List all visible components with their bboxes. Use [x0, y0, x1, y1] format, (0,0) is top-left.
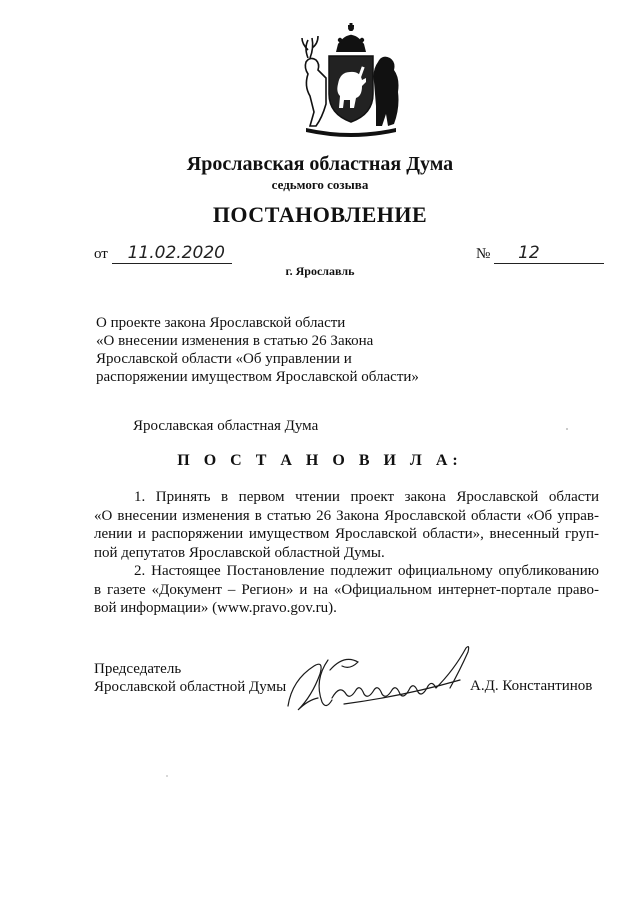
signatory-name: А.Д. Константинов — [470, 678, 593, 694]
city-label: г. Ярославль — [285, 264, 355, 278]
paragraph-1 — [94, 488, 599, 562]
subject-line: распоряжении имуществом Ярославской области» — [96, 369, 419, 385]
paragraph-line: вой информации» (www.pravo.gov.ru). — [94, 600, 337, 616]
handwritten-signature-icon — [284, 640, 484, 720]
number-row — [476, 243, 604, 264]
organization-title: Ярославская областная Дума — [186, 153, 454, 175]
subject-line: «О внесении изменения в статью 26 Закона — [96, 333, 374, 349]
paragraph-line: в газете «Документ – Регион» и на «Официальном интернет-портале право- — [94, 581, 599, 598]
convocation-subtitle: седьмого созыва — [271, 177, 369, 192]
signatory-title — [94, 660, 286, 696]
paragraph-line: лении и распоряжении имуществом Ярославской области», внесенный груп- — [94, 526, 599, 542]
resolved-heading: П О С Т А Н О В И Л А: — [177, 452, 463, 469]
paragraph-line: 1. Принять в первом чтении проект закона Ярославской области — [134, 489, 599, 505]
paragraph-line: «О внесении изменения в статью 26 Закона Ярославской области «Об управ- — [94, 507, 599, 524]
subject-line: Ярославской области «Об управлении и — [96, 351, 352, 367]
coat-of-arms-icon — [296, 22, 406, 140]
date-value: 11.02.2020 — [112, 243, 232, 264]
resolution-body — [94, 488, 599, 618]
subject-block — [96, 314, 419, 386]
date-prefix: от — [94, 246, 108, 262]
scan-speck — [166, 775, 168, 777]
number-prefix: № — [476, 246, 491, 262]
document-type-heading: ПОСТАНОВЛЕНИЕ — [212, 202, 428, 227]
preamble-text: Ярославская областная Дума — [133, 418, 319, 434]
date-row — [94, 243, 232, 264]
scan-speck — [566, 428, 568, 430]
paragraph-2 — [94, 562, 599, 618]
number-value: 12 — [494, 243, 604, 264]
paragraph-line: 2. Настоящее Постановление подлежит официальному опубликованию — [134, 563, 599, 579]
signatory-title-line: Ярославской областной Думы — [94, 679, 287, 695]
signatory-title-line: Председатель — [94, 661, 182, 677]
subject-line: О проекте закона Ярославской области — [96, 315, 346, 331]
paragraph-line: пой депутатов Ярославской областной Думы. — [94, 544, 385, 561]
